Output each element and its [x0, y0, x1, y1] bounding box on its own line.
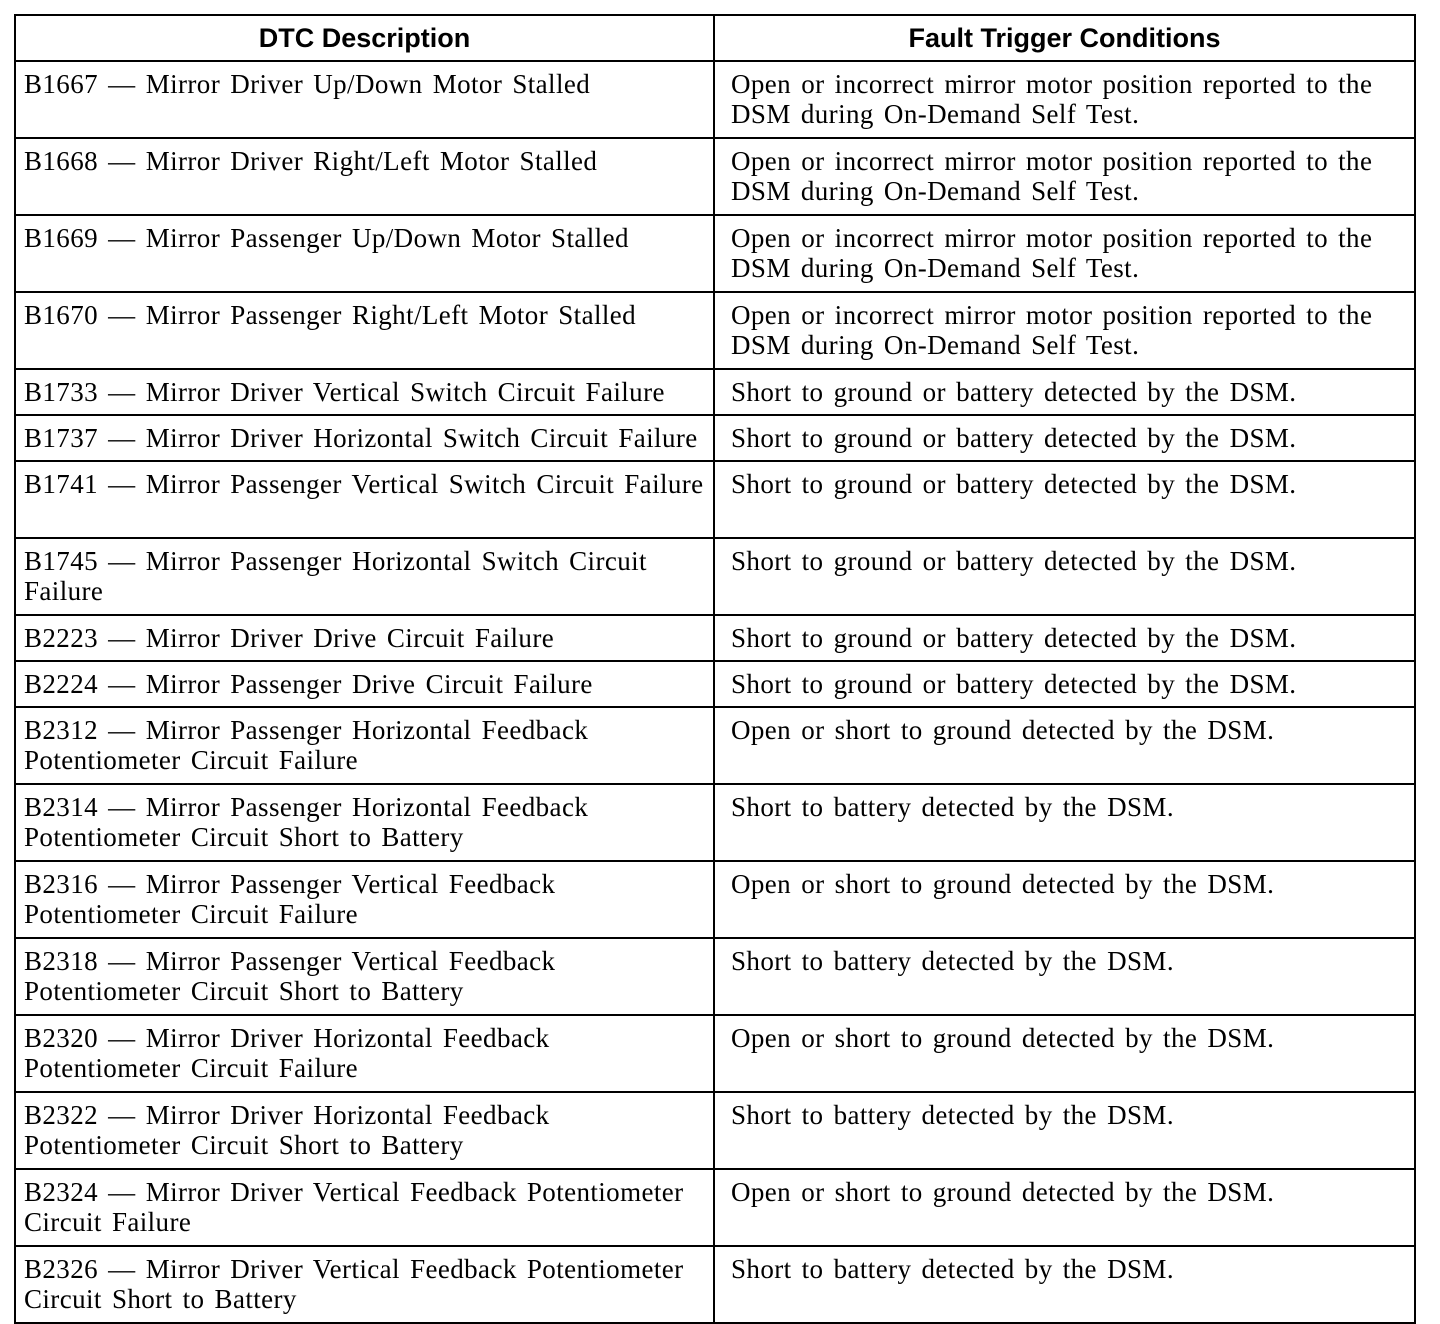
table-row	[15, 784, 1415, 861]
fault-condition-cell: Short to ground or battery detected by the DSM.	[714, 461, 1415, 538]
table-row	[15, 461, 1415, 538]
dtc-description-cell: B2312 — Mirror Passenger Horizontal Feedback Potentiometer Circuit Failure	[15, 707, 714, 784]
dtc-description-cell: B2316 — Mirror Passenger Vertical Feedback Potentiometer Circuit Failure	[15, 861, 714, 938]
table-row	[15, 861, 1415, 938]
fault-condition-cell: Open or short to ground detected by the DSM.	[714, 1169, 1415, 1246]
fault-condition-cell: Short to ground or battery detected by the DSM.	[714, 415, 1415, 461]
fault-condition-cell: Open or short to ground detected by the DSM.	[714, 707, 1415, 784]
dtc-description-cell: B2324 — Mirror Driver Vertical Feedback Potentiometer Circuit Failure	[15, 1169, 714, 1246]
header-row	[15, 15, 1415, 61]
dtc-description-cell: B1745 — Mirror Passenger Horizontal Switch Circuit Failure	[15, 538, 714, 615]
dtc-description-cell: B1670 — Mirror Passenger Right/Left Motor Stalled	[15, 292, 714, 369]
fault-condition-cell: Short to ground or battery detected by the DSM.	[714, 615, 1415, 661]
dtc-description-cell: B2322 — Mirror Driver Horizontal Feedback Potentiometer Circuit Short to Battery	[15, 1092, 714, 1169]
dtc-description-cell: B2223 — Mirror Driver Drive Circuit Failure	[15, 615, 714, 661]
table-row	[15, 292, 1415, 369]
table-row	[15, 138, 1415, 215]
header-dtc-description: DTC Description	[15, 15, 714, 61]
dtc-description-cell: B1669 — Mirror Passenger Up/Down Motor Stalled	[15, 215, 714, 292]
table-row	[15, 415, 1415, 461]
table-row	[15, 1092, 1415, 1169]
fault-condition-cell: Open or incorrect mirror motor position reported to the DSM during On-Demand Self Test.	[714, 138, 1415, 215]
fault-condition-cell: Short to ground or battery detected by the DSM.	[714, 538, 1415, 615]
dtc-description-cell: B1737 — Mirror Driver Horizontal Switch Circuit Failure	[15, 415, 714, 461]
fault-condition-cell: Short to ground or battery detected by the DSM.	[714, 369, 1415, 415]
dtc-table	[14, 14, 1416, 1324]
table-row	[15, 1169, 1415, 1246]
fault-condition-cell: Short to battery detected by the DSM.	[714, 1092, 1415, 1169]
dtc-description-cell: B2314 — Mirror Passenger Horizontal Feedback Potentiometer Circuit Short to Battery	[15, 784, 714, 861]
fault-condition-cell: Short to battery detected by the DSM.	[714, 1246, 1415, 1323]
dtc-description-cell: B2326 — Mirror Driver Vertical Feedback Potentiometer Circuit Short to Battery	[15, 1246, 714, 1323]
table-row	[15, 707, 1415, 784]
dtc-description-cell: B2320 — Mirror Driver Horizontal Feedback Potentiometer Circuit Failure	[15, 1015, 714, 1092]
fault-condition-cell: Open or incorrect mirror motor position reported to the DSM during On-Demand Self Test.	[714, 292, 1415, 369]
fault-condition-cell: Open or short to ground detected by the DSM.	[714, 1015, 1415, 1092]
table-row	[15, 538, 1415, 615]
dtc-description-cell: B1733 — Mirror Driver Vertical Switch Circuit Failure	[15, 369, 714, 415]
table-row	[15, 1015, 1415, 1092]
fault-condition-cell: Short to ground or battery detected by the DSM.	[714, 661, 1415, 707]
dtc-description-cell: B1741 — Mirror Passenger Vertical Switch Circuit Failure	[15, 461, 714, 538]
table-row	[15, 938, 1415, 1015]
table-row	[15, 1246, 1415, 1323]
fault-condition-cell: Short to battery detected by the DSM.	[714, 784, 1415, 861]
fault-condition-cell: Open or incorrect mirror motor position reported to the DSM during On-Demand Self Test.	[714, 215, 1415, 292]
table-row	[15, 615, 1415, 661]
fault-condition-cell: Open or short to ground detected by the DSM.	[714, 861, 1415, 938]
table-row	[15, 215, 1415, 292]
header-fault-trigger-conditions: Fault Trigger Conditions	[714, 15, 1415, 61]
dtc-description-cell: B1667 — Mirror Driver Up/Down Motor Stalled	[15, 61, 714, 138]
dtc-description-cell: B2224 — Mirror Passenger Drive Circuit Failure	[15, 661, 714, 707]
dtc-description-cell: B1668 — Mirror Driver Right/Left Motor Stalled	[15, 138, 714, 215]
table-row	[15, 661, 1415, 707]
dtc-description-cell: B2318 — Mirror Passenger Vertical Feedback Potentiometer Circuit Short to Battery	[15, 938, 714, 1015]
fault-condition-cell: Short to battery detected by the DSM.	[714, 938, 1415, 1015]
table-row	[15, 369, 1415, 415]
fault-condition-cell: Open or incorrect mirror motor position reported to the DSM during On-Demand Self Test.	[714, 61, 1415, 138]
table-row	[15, 61, 1415, 138]
